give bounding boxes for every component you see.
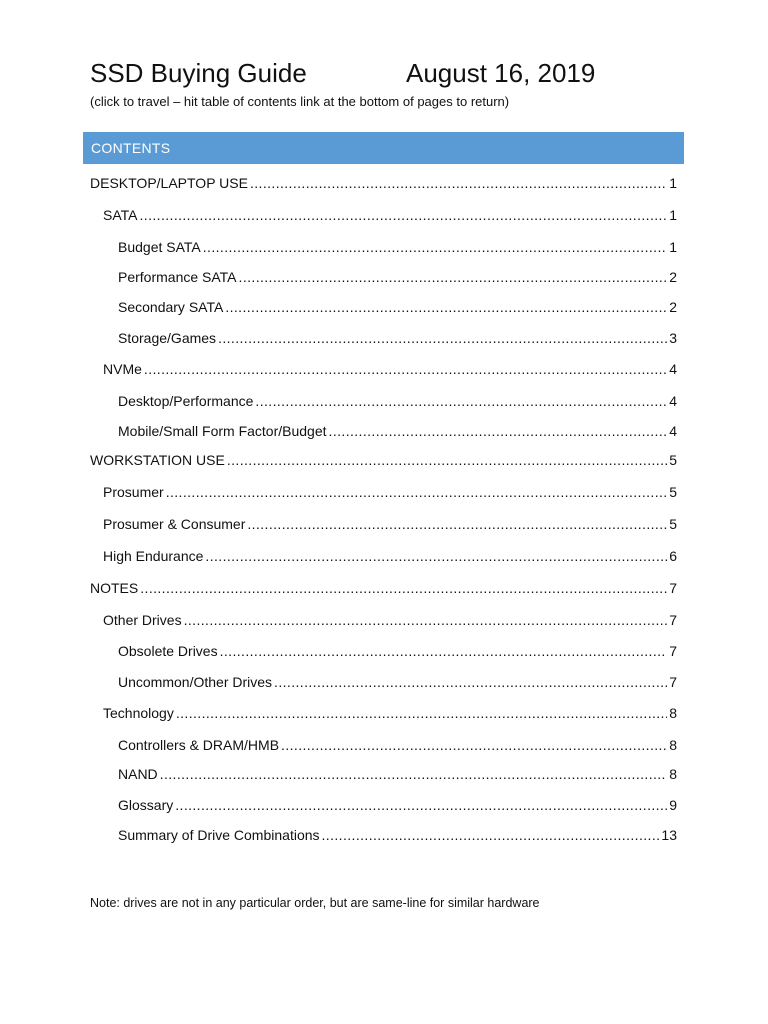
toc-entry-page: 9 [669,797,677,813]
toc-entry-page: 8 [669,737,677,753]
dot-leader [144,359,667,379]
toc-link-prosumer-and-consumer[interactable] [103,514,677,534]
toc-link-desktop-performance[interactable] [118,391,677,411]
toc-entry-page: 4 [669,393,677,409]
toc-link-performance-sata[interactable] [118,267,677,287]
toc-entry-label: Other Drives [103,612,182,628]
toc-link-workstation-use[interactable] [90,450,677,470]
document-title: SSD Buying Guide [90,58,307,88]
toc-link-controllers-dram-hmb[interactable] [118,735,677,755]
toc-entry-label: Mobile/Small Form Factor/Budget [118,423,327,439]
dot-leader [160,764,668,784]
toc-link-uncommon-other-drives[interactable] [118,672,677,692]
toc-entry-page: 13 [661,827,677,843]
toc-entry-label: Budget SATA [118,239,201,255]
toc-entry-page: 2 [669,299,677,315]
toc-entry-label: Performance SATA [118,269,237,285]
toc-entry-label: Obsolete Drives [118,643,218,659]
toc-entry-page: 1 [669,207,677,223]
toc-link-glossary[interactable] [118,795,677,815]
dot-leader [247,514,667,534]
dot-leader [250,173,667,193]
toc-entry-label: Technology [103,705,174,721]
toc-entry-label: Desktop/Performance [118,393,254,409]
toc-entry-label: Summary of Drive Combinations [118,827,320,843]
toc-entry-page: 3 [669,330,677,346]
toc-entry-label: Secondary SATA [118,299,224,315]
toc-entry-page: 8 [669,705,677,721]
dot-leader [175,795,667,815]
toc-link-obsolete-drives[interactable] [118,641,677,661]
toc-link-summary-of-drive-combinations[interactable] [118,825,677,845]
contents-heading: CONTENTS [91,140,171,156]
toc-link-notes[interactable] [90,578,677,598]
toc-entry-label: High Endurance [103,548,204,564]
toc-entry-page: 4 [669,423,677,439]
toc-entry-page: 5 [669,484,677,500]
toc-link-secondary-sata[interactable] [118,297,677,317]
toc-link-budget-sata[interactable] [118,237,677,257]
dot-leader [225,297,667,317]
toc-link-desktop-laptop-use[interactable] [90,173,677,193]
toc-entry-page: 1 [669,239,677,255]
dot-leader [218,328,667,348]
dot-leader [140,578,667,598]
toc-link-technology[interactable] [103,703,677,723]
dot-leader [322,825,660,845]
toc-entry-page: 5 [669,516,677,532]
toc-entry-page: 7 [669,674,677,690]
toc-entry-label: Prosumer & Consumer [103,516,246,532]
dot-leader [140,205,668,225]
toc-entry-label: WORKSTATION USE [90,452,225,468]
toc-entry-page: 6 [669,548,677,564]
document-date: August 16, 2019 [406,58,596,88]
toc-link-nand[interactable] [118,764,677,784]
toc-entry-page: 4 [669,361,677,377]
toc-link-nvme[interactable] [103,359,677,379]
toc-link-mobile-small-form-factor-budget[interactable] [118,421,677,441]
toc-entry-label: NAND [118,766,158,782]
toc-link-prosumer[interactable] [103,482,677,502]
toc-entry-label: Storage/Games [118,330,217,346]
toc-link-high-endurance[interactable] [103,546,677,566]
toc-entry-label: DESKTOP/LAPTOP USE [90,175,248,191]
navigation-hint: (click to travel – hit table of contents link at the bottom of pages to return) [90,94,510,109]
toc-entry-page: 7 [669,643,677,659]
dot-leader [220,641,668,661]
toc-entry-label: Prosumer [103,484,164,500]
dot-leader [203,237,667,257]
toc-entry-label: NOTES [90,580,139,596]
toc-entry-page: 1 [669,175,677,191]
toc-entry-label: Controllers & DRAM/HMB [118,737,280,753]
toc-entry-label: Uncommon/Other Drives [118,674,273,690]
dot-leader [205,546,667,566]
toc-link-storage-games[interactable] [118,328,677,348]
toc-link-other-drives[interactable] [103,610,677,630]
dot-leader [274,672,667,692]
toc-entry-page: 8 [669,766,677,782]
dot-leader [184,610,668,630]
dot-leader [255,391,667,411]
toc-entry-page: 7 [669,580,677,596]
dot-leader [329,421,668,441]
dot-leader [227,450,667,470]
toc-entry-page: 7 [669,612,677,628]
toc-entry-page: 2 [669,269,677,285]
ordering-note: Note: drives are not in any particular order, but are same-line for similar hardware [90,896,540,910]
dot-leader [176,703,667,723]
dot-leader [239,267,668,287]
dot-leader [281,735,667,755]
toc-entry-label: Glossary [118,797,174,813]
toc-entry-label: SATA [103,207,138,223]
toc-entry-page: 5 [669,452,677,468]
dot-leader [166,482,668,502]
toc-entry-label: NVMe [103,361,142,377]
toc-link-sata[interactable] [103,205,677,225]
